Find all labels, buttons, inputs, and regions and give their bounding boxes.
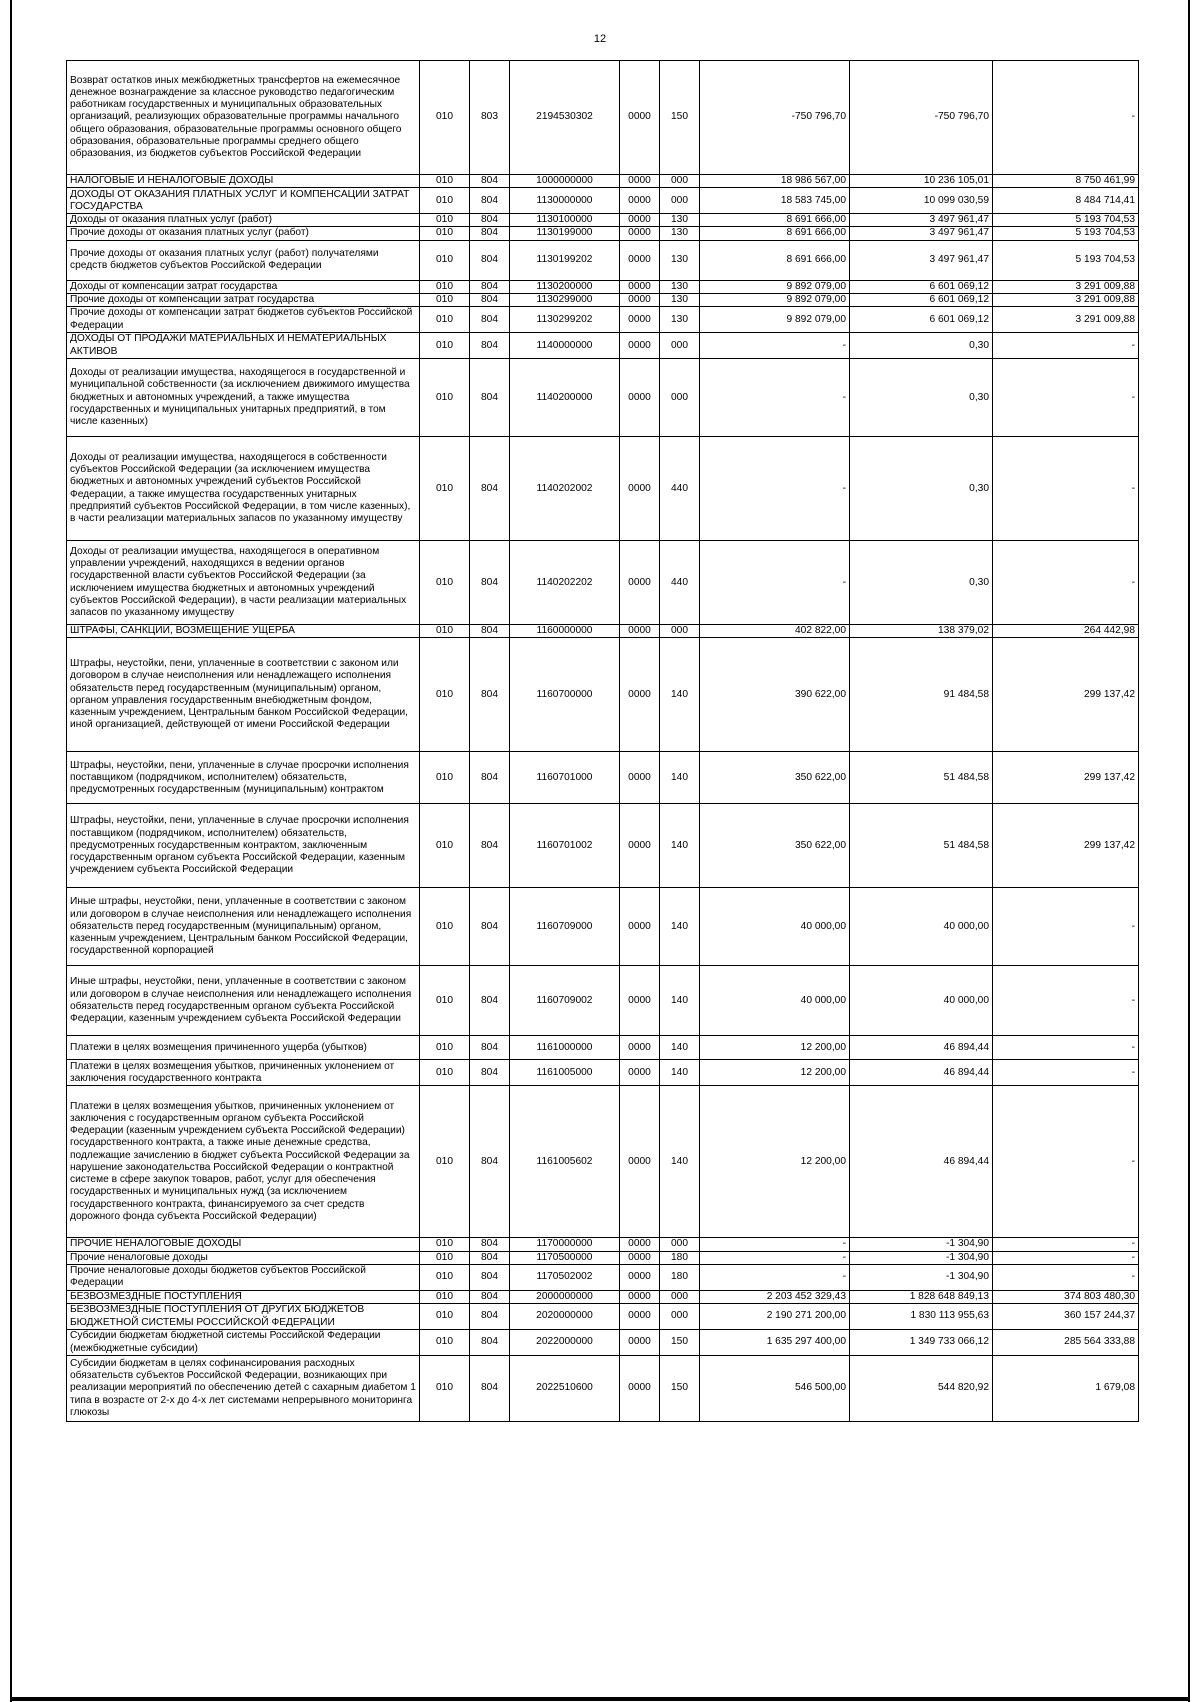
table-row — [67, 280, 1139, 293]
amount-cell: 285 564 333,88 — [993, 1330, 1139, 1356]
amount-cell: 40 000,00 — [700, 966, 850, 1036]
table-row — [67, 240, 1139, 280]
code-cell: 1130000000 — [510, 188, 620, 214]
amount-cell: 9 892 079,00 — [700, 293, 850, 306]
code-cell: 1130299000 — [510, 293, 620, 306]
row-name-cell: Доходы от реализации имущества, находящегося в оперативном управлении учреждений, находящихся в ведении органов государственной власти субъектов Российской Федерации (за исключением имущества бюджетных и автономных учреждений субъектов Российской Федерации), в части реализации материальных запасов по указанному имуществу — [67, 541, 420, 625]
table-row — [67, 752, 1139, 804]
amount-cell: - — [700, 437, 850, 541]
table-row — [67, 437, 1139, 541]
code-cell: 0000 — [620, 240, 660, 280]
code-cell: 130 — [660, 307, 700, 333]
code-cell: 0000 — [620, 61, 660, 175]
table-row — [67, 541, 1139, 625]
code-cell: 010 — [420, 333, 470, 359]
code-cell: 000 — [660, 1290, 700, 1303]
code-cell: 010 — [420, 293, 470, 306]
amount-cell: 264 442,98 — [993, 625, 1139, 638]
row-name-cell: НАЛОГОВЫЕ И НЕНАЛОГОВЫЕ ДОХОДЫ — [67, 175, 420, 188]
code-cell: 804 — [470, 966, 510, 1036]
amount-cell: 6 601 069,12 — [850, 293, 993, 306]
amount-cell: 3 291 009,88 — [993, 280, 1139, 293]
amount-cell: 8 691 666,00 — [700, 240, 850, 280]
code-cell: 1170502002 — [510, 1264, 620, 1290]
row-name-cell: Доходы от компенсации затрат государства — [67, 280, 420, 293]
amount-cell: 544 820,92 — [850, 1356, 993, 1422]
code-cell: 010 — [420, 625, 470, 638]
amount-cell: 138 379,02 — [850, 625, 993, 638]
code-cell: 1160701000 — [510, 752, 620, 804]
code-cell: 804 — [470, 625, 510, 638]
code-cell: 140 — [660, 638, 700, 752]
code-cell: 0000 — [620, 752, 660, 804]
code-cell: 130 — [660, 240, 700, 280]
amount-cell: 1 635 297 400,00 — [700, 1330, 850, 1356]
row-name-cell: Доходы от реализации имущества, находящегося в собственности субъектов Российской Федерации (за исключением имущества бюджетных и автономных учреждений субъектов Российской Федерации, а также имущества государственных унитарных предприятий субъектов Российской Федерации, в том числе казенных), в части реализации материальных запасов по указанному имуществу — [67, 437, 420, 541]
row-name-cell: Платежи в целях возмещения убытков, причиненных уклонением от заключения с государственным органом субъекта Российской Федерации (казенным учреждением субъекта Российской Федерации) государственного контракта, а также иные денежные средства, подлежащие зачислению в бюджет субъекта Российской Федерации за нарушение законодательства Российской Федерации о контрактной системе в сфере закупок товаров, работ, услуг для обеспечения государственных и муниципальных нужд (за исключением государственного контракта, финансируемого за счет средств дорожного фонда субъекта Российской Федерации) — [67, 1086, 420, 1238]
code-cell: 804 — [470, 1330, 510, 1356]
code-cell: 140 — [660, 1036, 700, 1060]
amount-cell: - — [700, 333, 850, 359]
code-cell: 0000 — [620, 1086, 660, 1238]
code-cell: 2022000000 — [510, 1330, 620, 1356]
code-cell: 804 — [470, 1356, 510, 1422]
amount-cell: 12 200,00 — [700, 1036, 850, 1060]
code-cell: 1170500000 — [510, 1251, 620, 1264]
row-name-cell: Субсидии бюджетам бюджетной системы Российской Федерации (межбюджетные субсидии) — [67, 1330, 420, 1356]
code-cell: 2194530302 — [510, 61, 620, 175]
code-cell: 010 — [420, 188, 470, 214]
amount-cell: - — [993, 1264, 1139, 1290]
amount-cell: 10 099 030,59 — [850, 188, 993, 214]
amount-cell: 0,30 — [850, 359, 993, 437]
table-row — [67, 1304, 1139, 1330]
amount-cell: - — [993, 1036, 1139, 1060]
amount-cell: 6 601 069,12 — [850, 307, 993, 333]
code-cell: 1161000000 — [510, 1036, 620, 1060]
row-name-cell: Субсидии бюджетам в целях софинансирования расходных обязательств субъектов Российской Федерации, возникающих при реализации мероприятий по обеспечению детей с сахарным диабетом 1 типа в возрасте от 2-х до 4-х лет системами непрерывного мониторинга глюкозы — [67, 1356, 420, 1422]
amount-cell: 8 691 666,00 — [700, 214, 850, 227]
amount-cell: 350 622,00 — [700, 804, 850, 888]
code-cell: 010 — [420, 804, 470, 888]
code-cell: 0000 — [620, 541, 660, 625]
code-cell: 804 — [470, 175, 510, 188]
amount-cell: 3 497 961,47 — [850, 214, 993, 227]
table-row — [67, 175, 1139, 188]
table-body — [67, 61, 1139, 1422]
code-cell: 1130200000 — [510, 280, 620, 293]
code-cell: 804 — [470, 437, 510, 541]
amount-cell: 12 200,00 — [700, 1060, 850, 1086]
amount-cell: 3 497 961,47 — [850, 240, 993, 280]
code-cell: 010 — [420, 966, 470, 1036]
code-cell: 010 — [420, 1036, 470, 1060]
amount-cell: 299 137,42 — [993, 638, 1139, 752]
code-cell: 010 — [420, 1264, 470, 1290]
code-cell: 804 — [470, 752, 510, 804]
code-cell: 804 — [470, 280, 510, 293]
amount-cell: 40 000,00 — [700, 888, 850, 966]
table-row — [67, 1356, 1139, 1422]
table-row — [67, 188, 1139, 214]
row-name-cell: Иные штрафы, неустойки, пени, уплаченные в соответствии с законом или договором в случае неисполнения или ненадлежащего исполнения обязательств перед государственным (муниципальным) органом, казенным учреждением, Центральным банком Российской Федерации, государственной корпорацией — [67, 888, 420, 966]
amount-cell: - — [993, 1251, 1139, 1264]
amount-cell: -1 304,90 — [850, 1238, 993, 1251]
amount-cell: 1 828 648 849,13 — [850, 1290, 993, 1303]
code-cell: 804 — [470, 1264, 510, 1290]
amount-cell: 3 497 961,47 — [850, 227, 993, 240]
row-name-cell: ДОХОДЫ ОТ ПРОДАЖИ МАТЕРИАЛЬНЫХ И НЕМАТЕРИАЛЬНЫХ АКТИВОВ — [67, 333, 420, 359]
amount-cell: - — [700, 1238, 850, 1251]
row-name-cell: Иные штрафы, неустойки, пени, уплаченные в соответствии с законом или договором в случае неисполнения или ненадлежащего исполнения обязательств перед государственным органом субъекта Российской Федерации, казенным учреждением субъекта Российской Федерации — [67, 966, 420, 1036]
code-cell: 010 — [420, 1251, 470, 1264]
code-cell: 010 — [420, 175, 470, 188]
code-cell: 140 — [660, 752, 700, 804]
code-cell: 010 — [420, 1330, 470, 1356]
amount-cell: 299 137,42 — [993, 752, 1139, 804]
row-name-cell: ДОХОДЫ ОТ ОКАЗАНИЯ ПЛАТНЫХ УСЛУГ И КОМПЕНСАЦИИ ЗАТРАТ ГОСУДАРСТВА — [67, 188, 420, 214]
code-cell: 1140202002 — [510, 437, 620, 541]
code-cell: 1140202202 — [510, 541, 620, 625]
amount-cell: - — [700, 1251, 850, 1264]
amount-cell: 350 622,00 — [700, 752, 850, 804]
amount-cell: 40 000,00 — [850, 966, 993, 1036]
table-row — [67, 359, 1139, 437]
code-cell: 804 — [470, 359, 510, 437]
code-cell: 804 — [470, 1251, 510, 1264]
code-cell: 1160000000 — [510, 625, 620, 638]
code-cell: 0000 — [620, 307, 660, 333]
amount-cell: 0,30 — [850, 437, 993, 541]
code-cell: 804 — [470, 333, 510, 359]
code-cell: 000 — [660, 1304, 700, 1330]
code-cell: 1160701002 — [510, 804, 620, 888]
code-cell: 804 — [470, 1290, 510, 1303]
code-cell: 1130100000 — [510, 214, 620, 227]
amount-cell: -1 304,90 — [850, 1264, 993, 1290]
amount-cell: 374 803 480,30 — [993, 1290, 1139, 1303]
amount-cell: 40 000,00 — [850, 888, 993, 966]
code-cell: 804 — [470, 638, 510, 752]
amount-cell: 5 193 704,53 — [993, 227, 1139, 240]
code-cell: 0000 — [620, 966, 660, 1036]
code-cell: 804 — [470, 188, 510, 214]
amount-cell: 12 200,00 — [700, 1086, 850, 1238]
code-cell: 000 — [660, 1238, 700, 1251]
row-name-cell: Возврат остатков иных межбюджетных трансфертов на ежемесячное денежное вознаграждение за классное руководство педагогическим работникам государственных и муниципальных образовательных организаций, реализующих образовательные программы начального общего образования, образовательные программы основного общего образования, образовательные программы среднего общего образования, из бюджетов субъектов Российской Федерации — [67, 61, 420, 175]
code-cell: 010 — [420, 1290, 470, 1303]
code-cell: 804 — [470, 1086, 510, 1238]
page-number: 12 — [593, 33, 607, 45]
code-cell: 010 — [420, 1356, 470, 1422]
code-cell: 130 — [660, 293, 700, 306]
code-cell: 010 — [420, 359, 470, 437]
row-name-cell: Доходы от оказания платных услуг (работ) — [67, 214, 420, 227]
code-cell: 0000 — [620, 437, 660, 541]
code-cell: 2022510600 — [510, 1356, 620, 1422]
code-cell: 000 — [660, 175, 700, 188]
amount-cell: 18 583 745,00 — [700, 188, 850, 214]
code-cell: 0000 — [620, 1356, 660, 1422]
code-cell: 1140000000 — [510, 333, 620, 359]
amount-cell: - — [993, 1060, 1139, 1086]
code-cell: 0000 — [620, 293, 660, 306]
code-cell: 0000 — [620, 175, 660, 188]
table-row — [67, 61, 1139, 175]
code-cell: 1170000000 — [510, 1238, 620, 1251]
code-cell: 010 — [420, 280, 470, 293]
code-cell: 804 — [470, 1060, 510, 1086]
row-name-cell: Прочие доходы от компенсации затрат бюджетов субъектов Российской Федерации — [67, 307, 420, 333]
table-row — [67, 1086, 1139, 1238]
code-cell: 0000 — [620, 1330, 660, 1356]
amount-cell: 1 679,08 — [993, 1356, 1139, 1422]
code-cell: 804 — [470, 1238, 510, 1251]
amount-cell: -1 304,90 — [850, 1251, 993, 1264]
amount-cell: - — [993, 61, 1139, 175]
revenue-table — [66, 60, 1139, 1422]
code-cell: 0000 — [620, 333, 660, 359]
code-cell: 804 — [470, 240, 510, 280]
table-row — [67, 333, 1139, 359]
table-row — [67, 1060, 1139, 1086]
row-name-cell: Доходы от реализации имущества, находящегося в государственной и муниципальной собственности (за исключением движимого имущества бюджетных и автономных учреждений, а также имущества государственных и муниципальных унитарных предприятий, в том числе казенных) — [67, 359, 420, 437]
amount-cell: 46 894,44 — [850, 1086, 993, 1238]
code-cell: 0000 — [620, 1238, 660, 1251]
code-cell: 1130299202 — [510, 307, 620, 333]
code-cell: 010 — [420, 227, 470, 240]
code-cell: 804 — [470, 888, 510, 966]
row-name-cell: Штрафы, неустойки, пени, уплаченные в соответствии с законом или договором в случае неисполнения или ненадлежащего исполнения обязательств перед государственным (муниципальным) органом, органом управления государственным внебюджетным фондом, казенным учреждением, Центральным банком Российской Федерации, иной организацией, действующей от имени Российской Федерации — [67, 638, 420, 752]
code-cell: 150 — [660, 1356, 700, 1422]
amount-cell: 1 349 733 066,12 — [850, 1330, 993, 1356]
code-cell: 010 — [420, 1304, 470, 1330]
amount-cell: 51 484,58 — [850, 804, 993, 888]
row-name-cell: БЕЗВОЗМЕЗДНЫЕ ПОСТУПЛЕНИЯ ОТ ДРУГИХ БЮДЖЕТОВ БЮДЖЕТНОЙ СИСТЕМЫ РОССИЙСКОЙ ФЕДЕРАЦИИ — [67, 1304, 420, 1330]
table-row — [67, 1251, 1139, 1264]
code-cell: 804 — [470, 1036, 510, 1060]
code-cell: 130 — [660, 227, 700, 240]
amount-cell: - — [700, 1264, 850, 1290]
code-cell: 140 — [660, 888, 700, 966]
code-cell: 804 — [470, 214, 510, 227]
table-row — [67, 625, 1139, 638]
code-cell: 010 — [420, 752, 470, 804]
code-cell: 180 — [660, 1264, 700, 1290]
amount-cell: 0,30 — [850, 541, 993, 625]
row-name-cell: Штрафы, неустойки, пени, уплаченные в случае просрочки исполнения поставщиком (подрядчиком, исполнителем) обязательств, предусмотренных государственным контрактом, заключенным государственным органом субъекта Российской Федерации, казенным учреждением субъекта Российской Федерации — [67, 804, 420, 888]
row-name-cell: Прочие неналоговые доходы бюджетов субъектов Российской Федерации — [67, 1264, 420, 1290]
code-cell: 140 — [660, 1060, 700, 1086]
code-cell: 2000000000 — [510, 1290, 620, 1303]
code-cell: 010 — [420, 541, 470, 625]
row-name-cell: Прочие доходы от оказания платных услуг (работ) — [67, 227, 420, 240]
table-row — [67, 804, 1139, 888]
table-row — [67, 293, 1139, 306]
code-cell: 010 — [420, 638, 470, 752]
code-cell: 804 — [470, 804, 510, 888]
row-name-cell: Штрафы, неустойки, пени, уплаченные в случае просрочки исполнения поставщиком (подрядчиком, исполнителем) обязательств, предусмотренных государственным (муниципальным) контрактом — [67, 752, 420, 804]
code-cell: 130 — [660, 280, 700, 293]
row-name-cell: ШТРАФЫ, САНКЦИИ, ВОЗМЕЩЕНИЕ УЩЕРБА — [67, 625, 420, 638]
amount-cell: 2 203 452 329,43 — [700, 1290, 850, 1303]
code-cell: 0000 — [620, 359, 660, 437]
row-name-cell: Прочие неналоговые доходы — [67, 1251, 420, 1264]
code-cell: 0000 — [620, 214, 660, 227]
amount-cell: -750 796,70 — [850, 61, 993, 175]
amount-cell: 8 691 666,00 — [700, 227, 850, 240]
code-cell: 0000 — [620, 227, 660, 240]
code-cell: 0000 — [620, 1290, 660, 1303]
code-cell: 1160709000 — [510, 888, 620, 966]
row-name-cell: БЕЗВОЗМЕЗДНЫЕ ПОСТУПЛЕНИЯ — [67, 1290, 420, 1303]
amount-cell: 390 622,00 — [700, 638, 850, 752]
code-cell: 150 — [660, 1330, 700, 1356]
amount-cell: 0,30 — [850, 333, 993, 359]
amount-cell: - — [993, 888, 1139, 966]
row-name-cell: ПРОЧИЕ НЕНАЛОГОВЫЕ ДОХОДЫ — [67, 1238, 420, 1251]
amount-cell: - — [993, 437, 1139, 541]
code-cell: 0000 — [620, 188, 660, 214]
code-cell: 1130199000 — [510, 227, 620, 240]
amount-cell: 546 500,00 — [700, 1356, 850, 1422]
code-cell: 1160709002 — [510, 966, 620, 1036]
amount-cell: 51 484,58 — [850, 752, 993, 804]
table-row — [67, 214, 1139, 227]
code-cell: 804 — [470, 227, 510, 240]
code-cell: 1140200000 — [510, 359, 620, 437]
row-name-cell: Платежи в целях возмещения причиненного ущерба (убытков) — [67, 1036, 420, 1060]
code-cell: 0000 — [620, 280, 660, 293]
amount-cell: 402 822,00 — [700, 625, 850, 638]
amount-cell: - — [993, 1086, 1139, 1238]
code-cell: 010 — [420, 61, 470, 175]
amount-cell: - — [993, 359, 1139, 437]
amount-cell: 91 484,58 — [850, 638, 993, 752]
table-row — [67, 1290, 1139, 1303]
table-row — [67, 227, 1139, 240]
table-row — [67, 1036, 1139, 1060]
row-name-cell: Прочие доходы от компенсации затрат государства — [67, 293, 420, 306]
amount-cell: - — [700, 359, 850, 437]
code-cell: 010 — [420, 214, 470, 227]
table-row — [67, 638, 1139, 752]
code-cell: 0000 — [620, 804, 660, 888]
amount-cell: - — [993, 966, 1139, 1036]
table-row — [67, 966, 1139, 1036]
code-cell: 0000 — [620, 1264, 660, 1290]
row-name-cell: Прочие доходы от оказания платных услуг (работ) получателями средств бюджетов субъектов Российской Федерации — [67, 240, 420, 280]
code-cell: 010 — [420, 437, 470, 541]
code-cell: 000 — [660, 359, 700, 437]
code-cell: 010 — [420, 888, 470, 966]
code-cell: 804 — [470, 293, 510, 306]
amount-cell: 9 892 079,00 — [700, 280, 850, 293]
amount-cell: 3 291 009,88 — [993, 307, 1139, 333]
code-cell: 130 — [660, 214, 700, 227]
code-cell: 1000000000 — [510, 175, 620, 188]
amount-cell: 8 484 714,41 — [993, 188, 1139, 214]
amount-cell: 2 190 271 200,00 — [700, 1304, 850, 1330]
amount-cell: 10 236 105,01 — [850, 175, 993, 188]
amount-cell: 360 157 244,37 — [993, 1304, 1139, 1330]
code-cell: 1161005000 — [510, 1060, 620, 1086]
code-cell: 140 — [660, 966, 700, 1036]
code-cell: 010 — [420, 307, 470, 333]
code-cell: 2020000000 — [510, 1304, 620, 1330]
amount-cell: - — [993, 333, 1139, 359]
code-cell: 000 — [660, 333, 700, 359]
code-cell: 010 — [420, 1060, 470, 1086]
code-cell: 804 — [470, 1304, 510, 1330]
code-cell: 010 — [420, 1086, 470, 1238]
amount-cell: 5 193 704,53 — [993, 240, 1139, 280]
amount-cell: 6 601 069,12 — [850, 280, 993, 293]
code-cell: 440 — [660, 541, 700, 625]
code-cell: 804 — [470, 307, 510, 333]
code-cell: 010 — [420, 1238, 470, 1251]
amount-cell: 46 894,44 — [850, 1036, 993, 1060]
code-cell: 180 — [660, 1251, 700, 1264]
amount-cell: 18 986 567,00 — [700, 175, 850, 188]
code-cell: 140 — [660, 804, 700, 888]
code-cell: 140 — [660, 1086, 700, 1238]
amount-cell: 46 894,44 — [850, 1060, 993, 1086]
amount-cell: 3 291 009,88 — [993, 293, 1139, 306]
code-cell: 150 — [660, 61, 700, 175]
page-bottom-edge — [10, 1697, 1190, 1701]
code-cell: 0000 — [620, 625, 660, 638]
code-cell: 1161005602 — [510, 1086, 620, 1238]
code-cell: 0000 — [620, 1036, 660, 1060]
amount-cell: - — [993, 1238, 1139, 1251]
amount-cell: 9 892 079,00 — [700, 307, 850, 333]
code-cell: 1160700000 — [510, 638, 620, 752]
code-cell: 0000 — [620, 1304, 660, 1330]
code-cell: 0000 — [620, 888, 660, 966]
table-row — [67, 1264, 1139, 1290]
code-cell: 010 — [420, 240, 470, 280]
code-cell: 0000 — [620, 1251, 660, 1264]
code-cell: 0000 — [620, 638, 660, 752]
amount-cell: 8 750 461,99 — [993, 175, 1139, 188]
code-cell: 000 — [660, 188, 700, 214]
amount-cell: -750 796,70 — [700, 61, 850, 175]
table-row — [67, 1238, 1139, 1251]
amount-cell: - — [700, 541, 850, 625]
table-row — [67, 307, 1139, 333]
code-cell: 000 — [660, 625, 700, 638]
code-cell: 1130199202 — [510, 240, 620, 280]
amount-cell: 299 137,42 — [993, 804, 1139, 888]
code-cell: 440 — [660, 437, 700, 541]
amount-cell: 1 830 113 955,63 — [850, 1304, 993, 1330]
amount-cell: - — [993, 541, 1139, 625]
table-row — [67, 1330, 1139, 1356]
code-cell: 803 — [470, 61, 510, 175]
code-cell: 0000 — [620, 1060, 660, 1086]
amount-cell: 5 193 704,53 — [993, 214, 1139, 227]
table-row — [67, 888, 1139, 966]
row-name-cell: Платежи в целях возмещения убытков, причиненных уклонением от заключения государственного контракта — [67, 1060, 420, 1086]
code-cell: 804 — [470, 541, 510, 625]
